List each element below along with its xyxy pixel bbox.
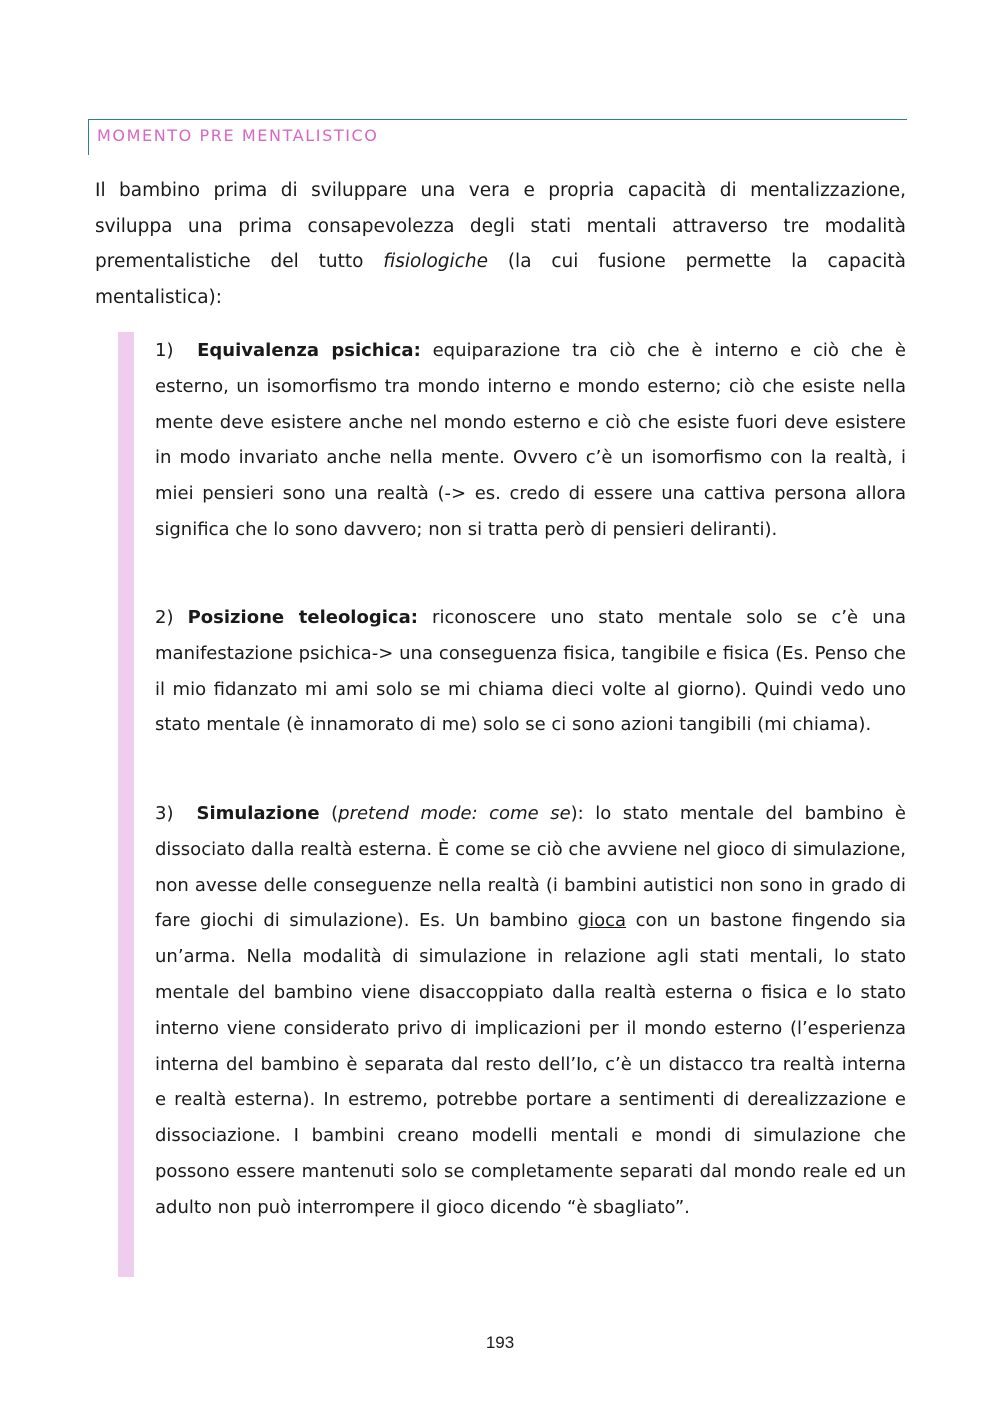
quote-bar: [118, 332, 134, 1277]
list-item: [155, 796, 906, 1226]
list-item-open-paren: (: [319, 803, 339, 824]
intro-text-start: Il bambino prima di sviluppare una vera e propria capacità di mentalizzazione, sviluppa una prima consapevolezza degli stati mentali attraverso tre modalità prementalistiche del tutto: [95, 180, 906, 273]
list-item-number: 1): [155, 340, 174, 361]
section-heading: [88, 119, 907, 155]
list-item-underlined-word: gioca: [577, 910, 627, 932]
list-item-term: Posizione teleologica:: [187, 607, 418, 628]
list-item: [155, 600, 906, 743]
list-item-term: Equivalenza psichica:: [197, 340, 421, 361]
list-item-text: riconoscere uno stato mentale solo se c’è una manifestazione psichica-> una conseguenza fisica, tangibile e fisica (Es. Penso che il mio fidanzato mi ami solo se mi chiama dieci volte al giorno). Quindi vedo uno stato mentale (è innamorato di me) solo se ci sono azioni tangibili (mi chiama).: [155, 607, 906, 736]
list-item: [155, 333, 906, 548]
intro-text-end: (la cui fusione permette la capacità mentalistica):: [95, 251, 906, 309]
intro-italic-term: fisiologiche: [383, 251, 488, 273]
list-item-italic: pretend mode: come se: [338, 803, 571, 824]
intro-paragraph: [95, 173, 906, 316]
list-item-number: 3): [155, 803, 174, 824]
list-item-term: Simulazione: [196, 803, 320, 824]
section-heading-text: MOMENTO PRE MENTALISTICO: [97, 126, 379, 145]
list-item-text-continued: con un bastone fingendo sia un’arma. Nella modalità di simulazione in relazione agli stati mentali, lo stato mentale del bambino viene disaccoppiato dalla realtà esterna o fisica e lo stato interno viene considerato privo di implicazioni per il mondo esterno (l’esperienza interna del bambino è separata dal resto dell’Io, c’è un distacco tra realtà interna e realtà esterna). In estremo, potrebbe portare a sentimenti di derealizzazione e dissociazione. I bambini creano modelli mentali e mondi di simulazione che possono essere mantenuti solo se completamente separati dal mondo reale ed un adulto non può interrompere il gioco dicendo “è sbagliato”.: [155, 910, 907, 1218]
page-number: 193: [485, 1333, 515, 1352]
list-item-number: 2): [155, 607, 174, 628]
list-item-text: equiparazione tra ciò che è interno e ciò che è esterno, un isomorfismo tra mondo interno e mondo esterno; ciò che esiste nella mente deve esistere anche nel mondo esterno e ciò che esiste fuori deve esistere in modo invariato anche nella mente. Ovvero c’è un isomorfismo con la realtà, i miei pensieri sono una realtà (-> es. credo di essere una cattiva persona allora significa che lo sono davvero; non si tratta però di pensieri deliranti).: [155, 340, 906, 540]
list-item-text: ): lo stato mentale del bambino è dissociato dalla realtà esterna. È come se ciò che avviene nel gioco di simulazione, non avesse delle conseguenze nella realtà (i bambini autistici non sono in grado di fare giochi di simulazione). Es. Un bambino: [155, 803, 906, 932]
